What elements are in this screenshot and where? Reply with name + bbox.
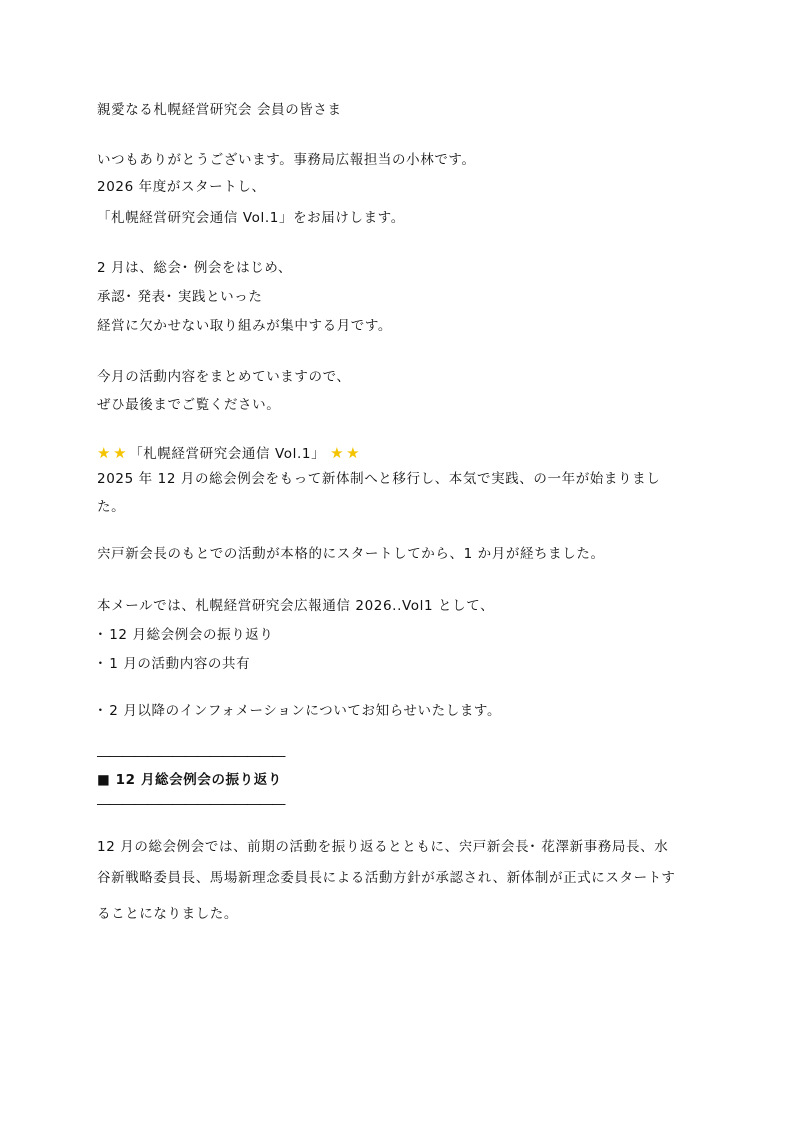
- intro-line: 2026 年度がスタートし、: [97, 179, 266, 195]
- divider: ―――――――――――――――: [97, 748, 285, 764]
- intro-line: いつもありがとうございます。事務局広報担当の小林です。: [97, 152, 476, 168]
- star-icon: ★: [97, 444, 112, 462]
- section-body-line: 12 月の総会例会では、前期の活動を振り返るとともに、宍戸新会長･ 花澤新事務局長、水: [97, 839, 669, 855]
- divider: ―――――――――――――――: [97, 796, 285, 812]
- feb-line: 2 月は、総会･ 例会をはじめ、: [97, 260, 292, 276]
- bullet-item: ･ 12 月総会例会の振り返り: [97, 627, 274, 643]
- body-line: た。: [97, 499, 126, 515]
- bullet-item: ･ 1 月の活動内容の共有: [97, 656, 251, 672]
- feb-line: 経営に欠かせない取り組みが集中する月です。: [97, 318, 393, 334]
- section-body-line: 谷新戦略委員長、馬場新理念委員長による活動方針が承認され、新体制が正式にスタートす: [97, 870, 676, 886]
- body-line: 宍戸新会長のもとでの活動が本格的にスタートしてから、1 か月が経ちました。: [97, 546, 605, 562]
- newsletter-heading-row: [97, 443, 362, 464]
- star-icon: ★: [346, 444, 361, 462]
- body-line: 2025 年 12 月の総会例会をもって新体制へと移行し、本気で実践、の一年が始まりまし: [97, 471, 661, 487]
- feb-line: 承認･ 発表･ 実践といった: [97, 289, 263, 305]
- section-body-line: ることになりました。: [97, 906, 238, 922]
- greeting: 親愛なる札幌経営研究会 会員の皆さま: [97, 102, 342, 118]
- star-icon: ★: [113, 444, 128, 462]
- body-line: 本メールでは、札幌経営研究会広報通信 2026..Vol1 として、: [97, 598, 495, 614]
- intro-line: 「札幌経営研究会通信 Vol.1」をお届けします。: [97, 210, 405, 226]
- newsletter-heading: 「札幌経営研究会通信 Vol.1」: [129, 446, 326, 462]
- bullet-item: ･ 2 月以降のインフォメーションについてお知らせいたします。: [97, 703, 502, 719]
- closing-line: ぜひ最後までご覧ください。: [97, 397, 281, 413]
- section-title: ■ 12 月総会例会の振り返り: [97, 772, 282, 788]
- star-icon: ★: [330, 444, 345, 462]
- closing-line: 今月の活動内容をまとめていますので、: [97, 369, 351, 385]
